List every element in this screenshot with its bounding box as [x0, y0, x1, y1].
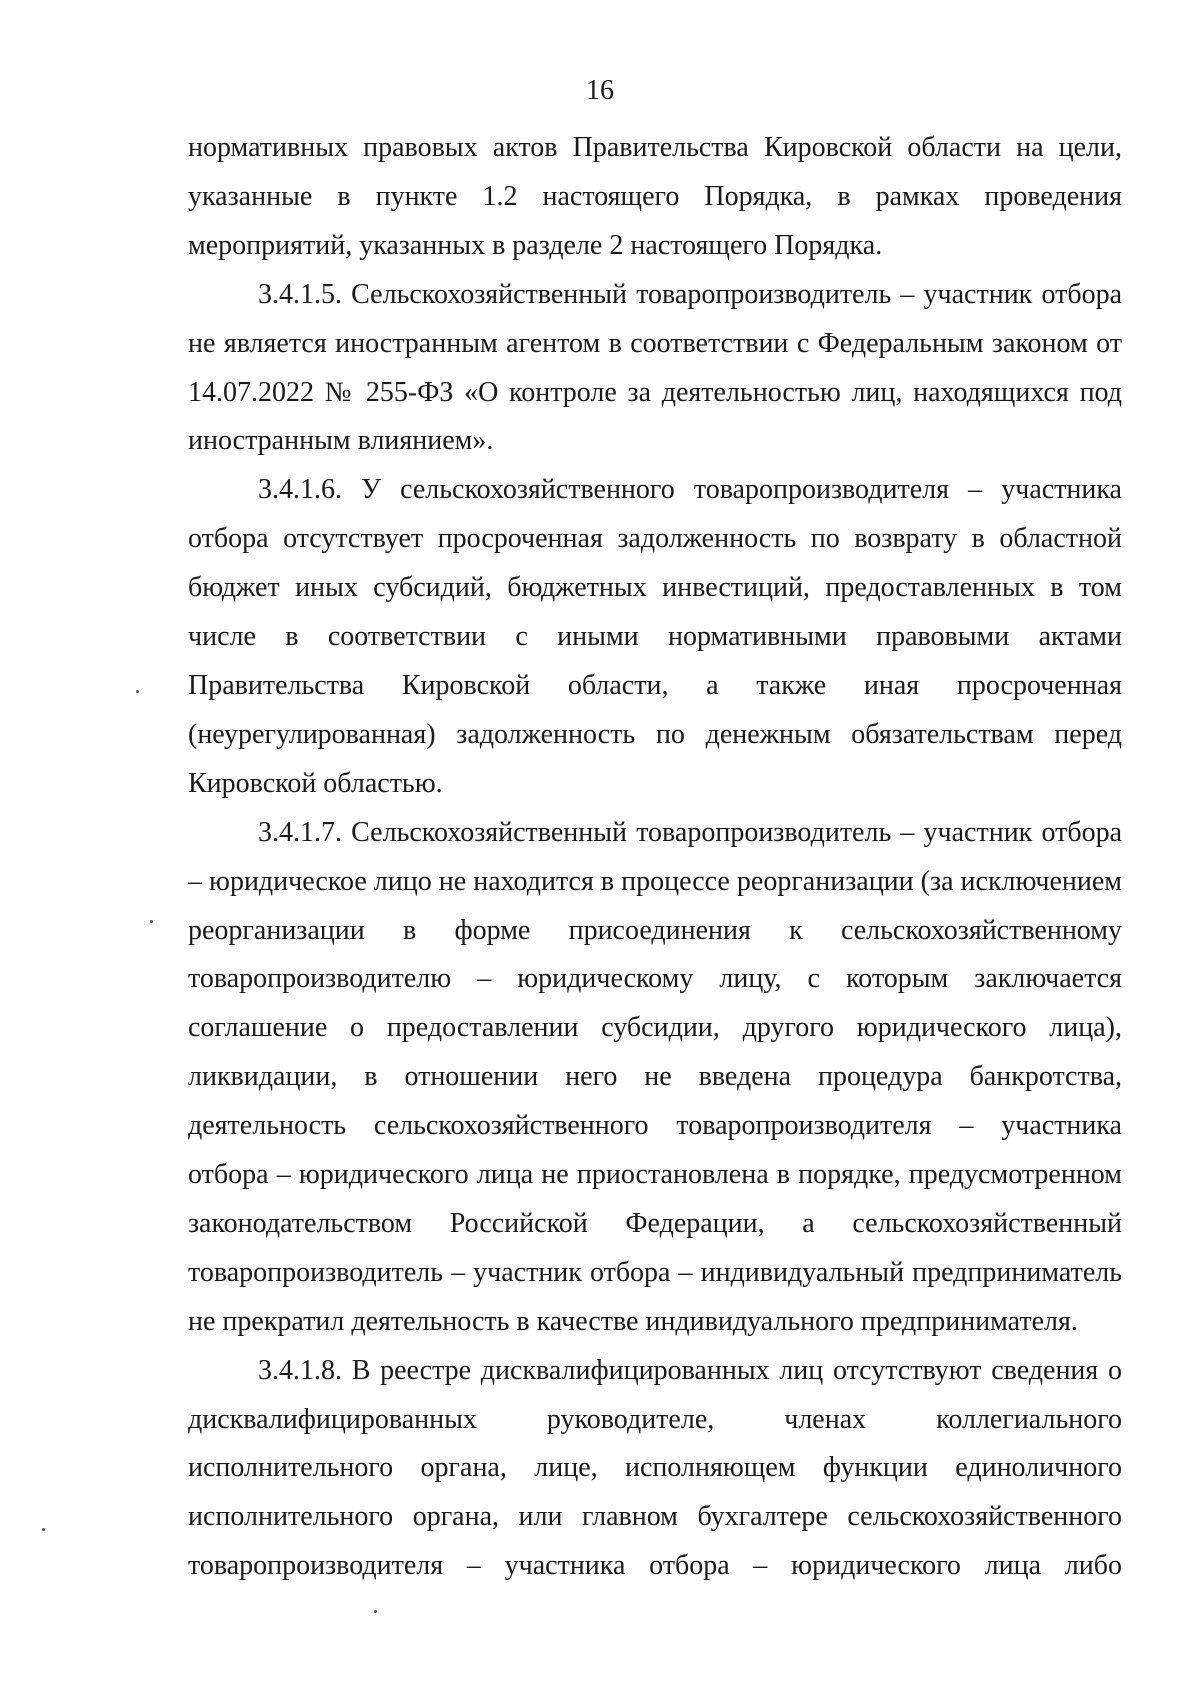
scan-speck	[150, 920, 153, 923]
paragraph-3-4-1-8: 3.4.1.8. В реестре дисквалифицированных лиц отсутствуют сведения о дисквалифицированных руководителе, членах коллегиального исполнительного органа, лице, исполняющем функции единоличного исполнительного органа, или главном бухгалтере сельскохозяйственного товаропроизводителя – участника отбора – юридического лица либо	[188, 1354, 1122, 1582]
scan-speck	[42, 1528, 45, 1531]
page-number: 16	[586, 75, 614, 106]
paragraph-3-4-1-7: 3.4.1.7. Сельскохозяйственный товаропроизводитель – участник отбора – юридическое лицо не находится в процессе реорганизации (за исключением реорганизации в форме присоединения к сельскохозяйственному товаропроизводителю – юридическому лицу, с которым заключается соглашение о предоставлении субсидии, другого юридического лица), ликвидации, в отношении него не введена процедура банкротства, деятельность сельскохозяйственного товаропроизводителя – участника отбора – юридического лица не приостановлена в порядке, предусмотренном законодательством Российской Федерации, а сельскохозяйственный товаропроизводитель – участник отбора – индивидуальный предприниматель не прекратил деятельность в качестве индивидуального предпринимателя.	[188, 816, 1122, 1337]
paragraph-3-4-1-5: 3.4.1.5. Сельскохозяйственный товаропроизводитель – участник отбора не является иностранным агентом в соответствии с Федеральным законом от 14.07.2022 № 255-ФЗ «О контроле за деятельностью лиц, находящихся под иностранным влиянием».	[188, 278, 1122, 457]
scan-speck	[374, 1610, 377, 1613]
paragraph-continuation: нормативных правовых актов Правительства Кировской области на цели, указанные в пункте 1.2 настоящего Порядка, в рамках проведения мероприятий, указанных в разделе 2 настоящего Порядка.	[188, 132, 1122, 261]
paragraph-3-4-1-6: 3.4.1.6. У сельскохозяйственного товаропроизводителя – участника отбора отсутствует просроченная задолженность по возврату в областной бюджет иных субсидий, бюджетных инвестиций, предоставленных в том числе в соответствии с иными нормативными правовыми актами Правительства Кировской области, а также иная просроченная (неурегулированная) задолженность по денежным обязательствам перед Кировской областью.	[188, 474, 1122, 799]
scan-speck	[136, 690, 139, 693]
document-body	[188, 124, 1122, 1591]
